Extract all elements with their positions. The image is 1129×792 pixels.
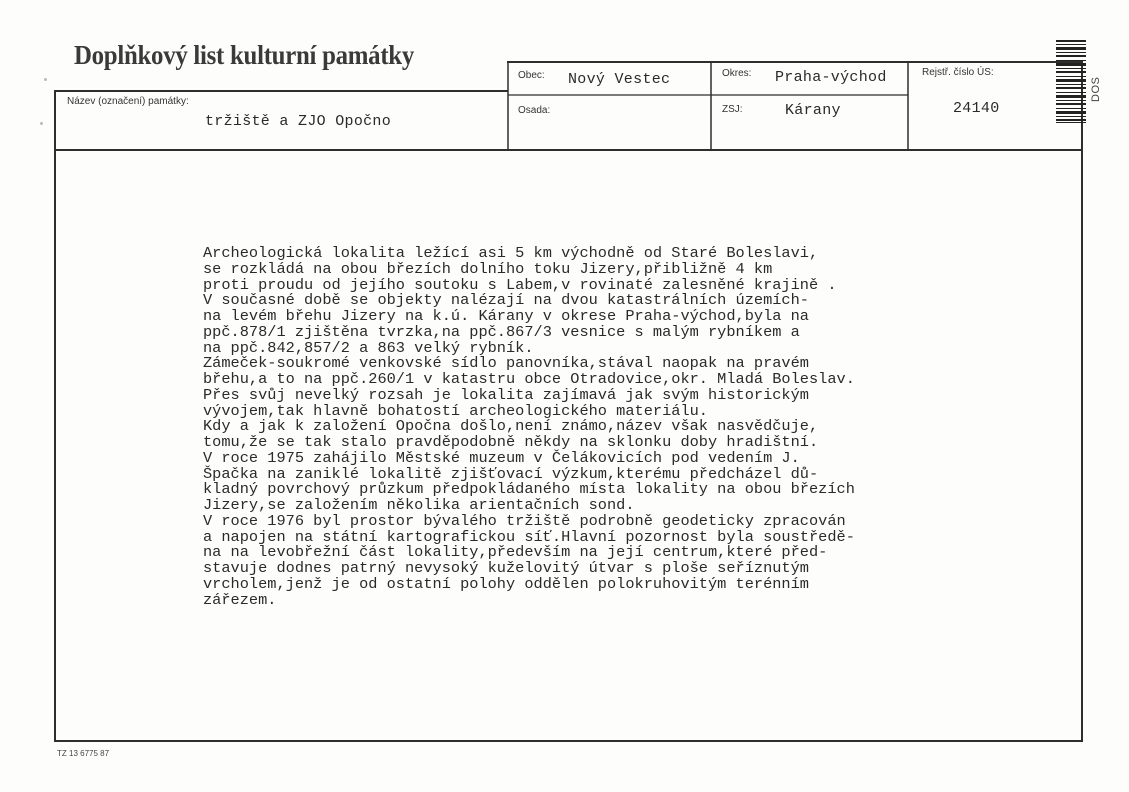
- body-line: V současné době se objekty nalézají na dvou katastrálních územích-: [203, 292, 809, 310]
- body-text: [203, 246, 923, 608]
- zsj-label: ZSJ:: [722, 104, 743, 115]
- punch-mark: [44, 78, 47, 81]
- body-line: zářezem.: [203, 591, 277, 609]
- obec-label: Obec:: [518, 70, 545, 81]
- osada-label: Osada:: [518, 105, 551, 116]
- body-line: se rozkládá na obou březích dolního toku Jizery,přibližně 4 km: [203, 260, 773, 278]
- body-line: na ppč.842,857/2 a 863 velký rybník.: [203, 339, 534, 357]
- body-line: ppč.878/1 zjištěna tvrzka,na ppč.867/3 vesnice s malým rybníkem a: [203, 323, 800, 341]
- body-line: vývojem,tak hlavně bohatostí archeologického materiálu.: [203, 402, 708, 420]
- body-line: stavuje dodnes patrný nevysoký kuželovitý útvar s ploše seříznutým: [203, 560, 809, 577]
- body-line: Špačka na zaniklé lokalitě zjišťovací výzkum,kterému předcházel dů-: [203, 465, 819, 483]
- body-line: Kdy a jak k založení Opočna došlo,není známo,název však nasvědčuje,: [203, 418, 819, 436]
- body-line: V roce 1975 zahájilo Městské muzeum v Čelákovicích pod vedením J.: [203, 449, 800, 467]
- body-line: na levém břehu Jizery na k.ú. Kárany v okrese Praha-východ,byla na: [203, 308, 809, 325]
- form-title: Doplňkový list kulturní památky: [74, 40, 414, 70]
- punch-mark: [40, 122, 43, 125]
- body-line: V roce 1976 byl prostor bývalého tržiště podrobně geodeticky zpracován: [203, 512, 846, 530]
- body-line: a napojen na státní kartografickou síť.Hlavní pozornost byla soustředě-: [203, 528, 855, 546]
- body-line: břehu,a to na ppč.260/1 v katastru obce Otradovice,okr. Mladá Boleslav.: [203, 371, 855, 388]
- nazev-value: tržiště a ZJO Opočno: [205, 113, 392, 130]
- body-line: vrcholem,jenž je od ostatní polohy oddělen polokruhovitým terénním: [203, 575, 809, 593]
- okres-value: Praha-východ: [775, 69, 887, 86]
- obec-value: Nový Vestec: [568, 71, 671, 88]
- body-line: proti proudu od jejího soutoku s Labem,v rovinaté zalesněné krajině .: [203, 276, 837, 294]
- body-line: kladný povrchový průzkum předpokládaného místa lokality na obou březích: [203, 481, 855, 499]
- zsj-value: Kárany: [785, 102, 841, 119]
- footer-code: TZ 13 6775 87: [57, 749, 110, 758]
- body-line: Zámeček-soukromé venkovské sídlo panovníka,stával naopak na pravém: [203, 355, 809, 373]
- rejstr-label: Rejstř. číslo ÚS:: [922, 67, 994, 78]
- nazev-label: Název (označení) památky:: [67, 96, 189, 107]
- body-line: Archeologická lokalita ležící asi 5 km východně od Staré Boleslavi,: [203, 245, 819, 262]
- body-line: Jizery,se založením několika arientačních sond.: [203, 497, 635, 514]
- barcode-icon: [1056, 40, 1086, 124]
- barcode-label: DOS: [1090, 76, 1102, 102]
- okres-label: Okres:: [722, 68, 752, 79]
- body-line: Přes svůj nevelký rozsah je lokalita zajímavá jak svým historickým: [203, 386, 809, 404]
- rejstr-value: 24140: [953, 100, 1000, 117]
- body-line: na na levobřežní část lokality,především na její centrum,které před-: [203, 544, 828, 562]
- body-line: tomu,že se tak stalo pravděpodobně někdy na sklonku doby hradištní.: [203, 434, 819, 451]
